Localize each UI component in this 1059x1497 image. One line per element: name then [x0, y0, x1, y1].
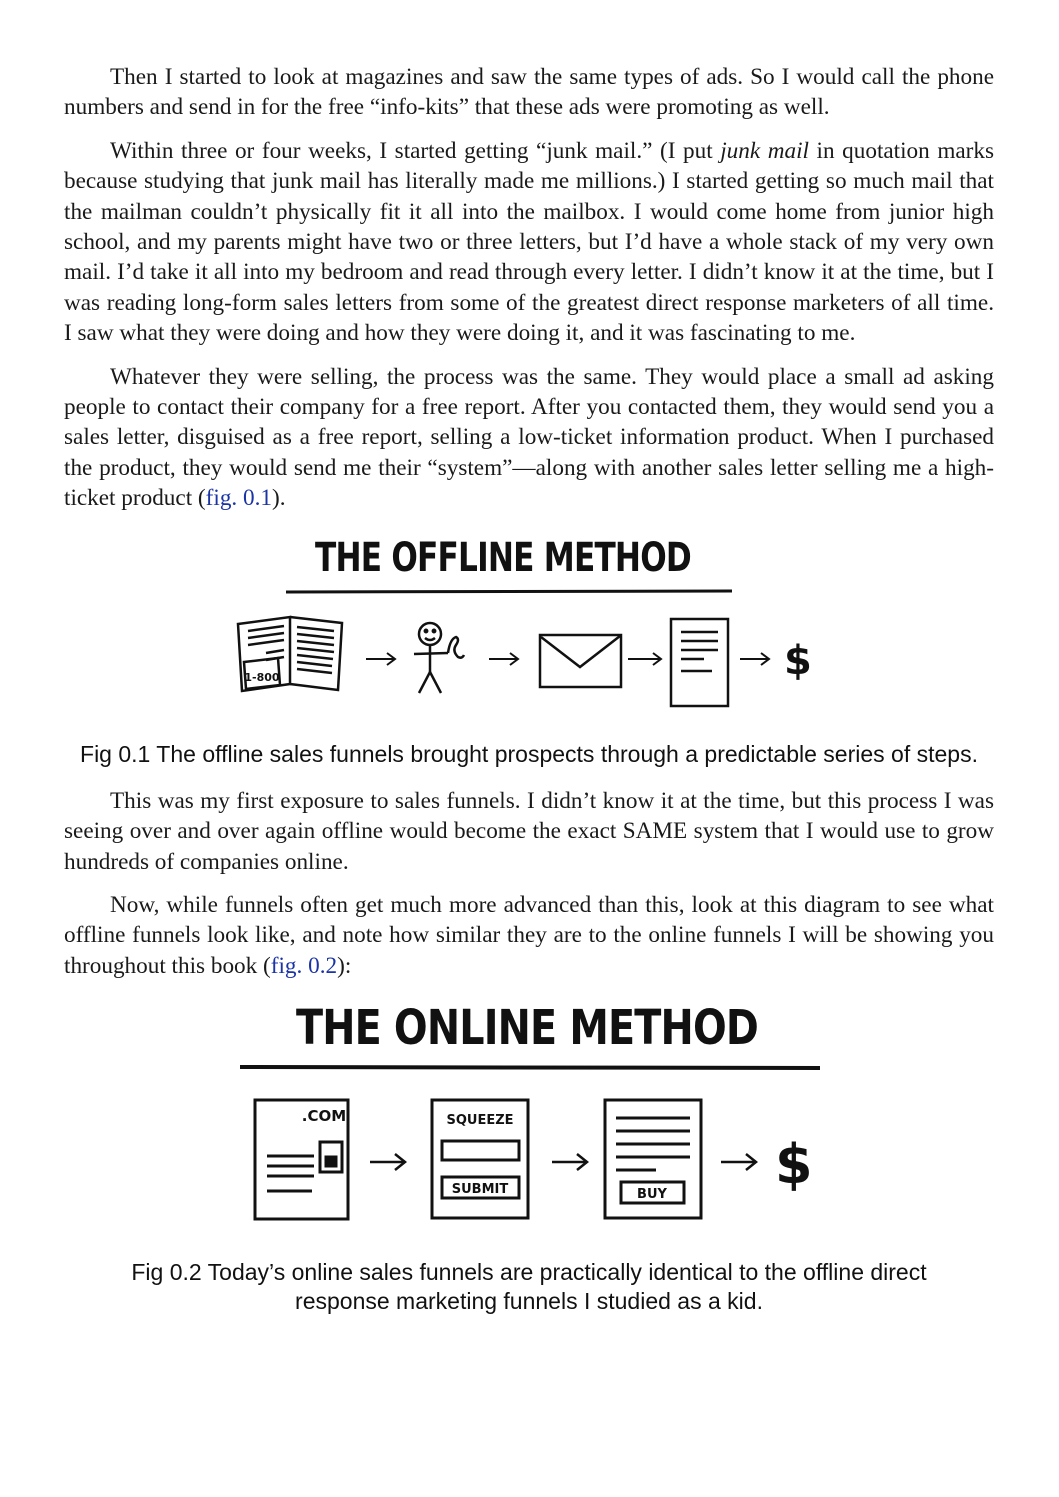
dollar-icon: $ — [775, 1133, 813, 1197]
buy-button-label: BUY — [637, 1187, 667, 1203]
arrow-icon — [370, 1154, 405, 1170]
paragraph-5-text-b: ): — [337, 952, 352, 979]
figure-0-2-caption: Fig 0.2 Today’s online sales funnels are practically identical to the offline direct response marketing funnels I studied as a kid. — [131, 1259, 927, 1315]
arrow-icon — [628, 653, 661, 665]
dollar-icon: $ — [784, 637, 812, 684]
figure-online-method — [64, 994, 994, 1244]
online-method-diagram — [64, 994, 994, 1244]
arrow-icon — [489, 653, 518, 665]
arrow-icon — [366, 653, 395, 665]
arrow-icon — [721, 1154, 756, 1170]
offline-method-title: THE OFFLINE METHOD — [315, 534, 691, 581]
website-domain-label: .COM — [301, 1107, 347, 1126]
paragraph-1: Then I started to look at magazines and saw the same types of ads. So I would call the phone numbers and send in for the free “info-kits” that these ads were promoting as well. — [64, 64, 994, 121]
fig-0-2-link[interactable]: fig. 0.2 — [270, 952, 338, 979]
envelope-icon — [540, 635, 621, 687]
paragraph-2-text-b: in quotation marks because studying that junk mail has literally made me millions.) I started getting so much mail that the mailman couldn’t physically fit it all into the mailbox. I would come home from junior high school, and my parents might have two or three letters, but I’d have a whole stack of my very own mail. I’d take it all into my bedroom and read through every letter. I didn’t know it at the time, but I was reading long-form sales letters from some of the greatest direct response marketers of all time. I saw what they were doing and how they were doing it, and it was fascinating to me. — [64, 137, 994, 347]
paragraph-3-text-b: ). — [272, 485, 286, 512]
paragraph-2-italic: junk mail — [720, 137, 809, 164]
paragraph-2-text-a: Within three or four weeks, I started getting “junk mail.” (I put — [110, 137, 721, 164]
page — [64, 62, 994, 1316]
submit-button-label: SUBMIT — [451, 1182, 509, 1198]
fig-0-1-link[interactable]: fig. 0.1 — [205, 485, 272, 512]
figure-0-1-caption: Fig 0.1 The offline sales funnels brought prospects through a predictable series of steps. — [80, 740, 978, 767]
online-method-title: THE ONLINE METHOD — [296, 1000, 758, 1057]
paragraph-3 — [64, 362, 994, 514]
paragraph-4: This was my first exposure to sales funnels. I didn’t know it at the time, but this process I was seeing over and over again offline would become the exact SAME system that I would use to grow hundreds of companies online. — [64, 787, 994, 875]
arrow-icon — [552, 1154, 587, 1170]
squeeze-label: SQUEEZE — [446, 1113, 514, 1129]
paragraph-3-text-a: Whatever they were selling, the process was the same. They would place a small ad asking people to contact their company for a free report. After you contacted them, they would send you a sales letter, disguised as a free report, selling a low-ticket information product. When I purchased the product, they would send me their “system”—along with another sales letter selling me a high-ticket product ( — [64, 363, 994, 512]
paragraph-5-text-a: Now, while funnels often get much more advanced than this, look at this diagram to see what offline funnels look like, and note how similar they are to the online funnels I will be showing you throughout this book ( — [64, 891, 994, 979]
offline-method-diagram — [64, 527, 994, 732]
figure-offline-method — [64, 527, 994, 732]
sales-letter-icon — [671, 619, 728, 706]
arrow-icon — [740, 653, 769, 665]
person-phone-icon — [414, 623, 464, 693]
offline-title-underline — [286, 591, 732, 592]
magazine-phone-label: 1-800 — [244, 670, 280, 684]
paragraph-2 — [64, 136, 994, 349]
paragraph-5 — [64, 890, 994, 981]
online-title-underline — [240, 1067, 820, 1068]
